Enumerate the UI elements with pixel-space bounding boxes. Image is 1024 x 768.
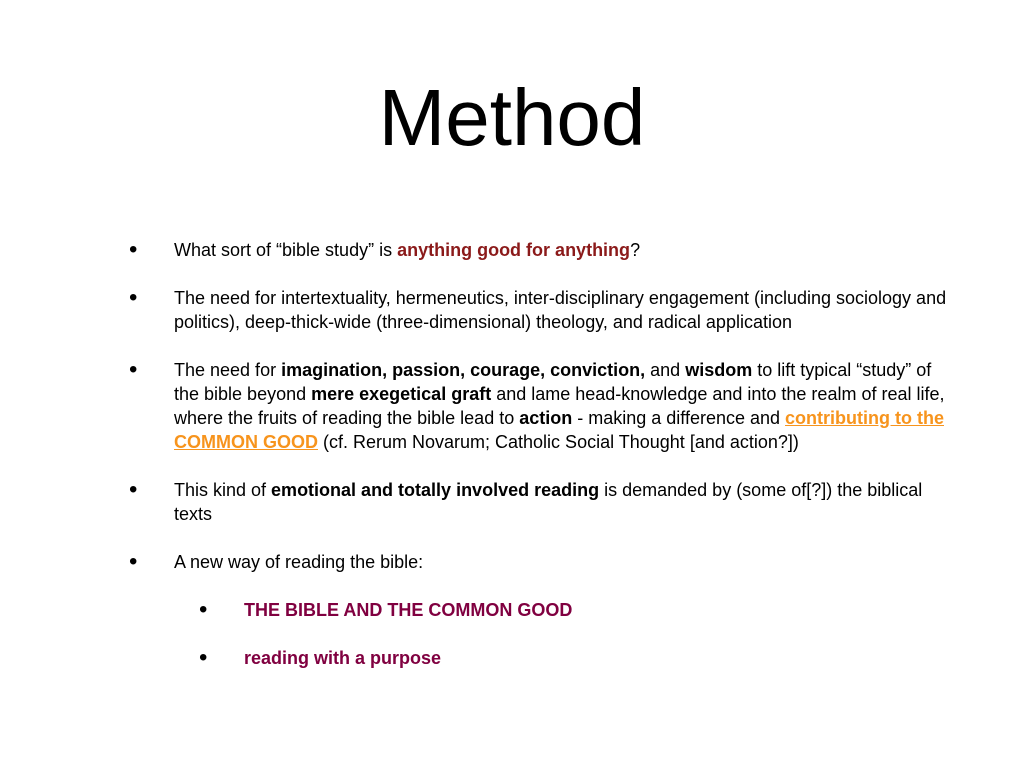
bullet-text: The need for (174, 360, 282, 380)
bullet-text: and lame head-knowledge and into the realm of real life, where the fruits of reading the bible lead to (174, 384, 945, 428)
bullet-text: and (645, 360, 686, 380)
bullet-text: to lift typical “study” of the bible beyond (174, 360, 932, 404)
bullet-icon: • (129, 284, 138, 311)
bullet-text: A new way of reading the bible: (174, 552, 424, 572)
bullet-text: What sort of “bible study” is (174, 240, 398, 260)
bullet-text: This kind of (174, 480, 272, 500)
bullet-text: (cf. Rerum Novarum; Catholic Social Thought [and action?]) (318, 432, 799, 452)
bold-text: imagination, passion, courage, conviction, (281, 360, 646, 380)
sub-bullet-item (199, 596, 954, 623)
bullet-item (129, 284, 954, 334)
sub-bullet-text: reading with a purpose (244, 648, 442, 668)
bullet-icon: • (129, 236, 138, 263)
bullet-icon: • (129, 356, 138, 383)
emphasis-text: anything good for anything (397, 240, 631, 260)
slide-title: Method (378, 73, 646, 162)
bullet-text: The need for intertextuality, hermeneutics, inter-disciplinary engagement (including sociology and politics), deep-thick-wide (three-dimensional) theology, and radical application (174, 288, 947, 332)
bold-text: action (519, 408, 573, 428)
bullet-item (129, 476, 954, 526)
bullet-icon: • (199, 644, 208, 671)
bullet-item (129, 356, 954, 454)
bullet-item (129, 236, 954, 263)
bold-text: emotional and totally involved reading (271, 480, 600, 500)
bullet-text: - making a difference and (572, 408, 786, 428)
sub-bullet-item (199, 644, 954, 671)
bullet-item (129, 548, 954, 575)
common-good-link[interactable]: contributing to the COMMON GOOD (174, 408, 944, 452)
sub-bullet-text: THE BIBLE AND THE COMMON GOOD (244, 600, 573, 620)
bullet-icon: • (199, 596, 208, 623)
bullet-icon: • (129, 476, 138, 503)
bullet-list (129, 236, 954, 694)
bullet-icon: • (129, 548, 138, 575)
bold-text: mere exegetical graft (311, 384, 492, 404)
bold-text: wisdom (685, 360, 753, 380)
bullet-text: is demanded by (some of[?]) the biblical texts (174, 480, 923, 524)
bullet-text: ? (630, 240, 641, 260)
